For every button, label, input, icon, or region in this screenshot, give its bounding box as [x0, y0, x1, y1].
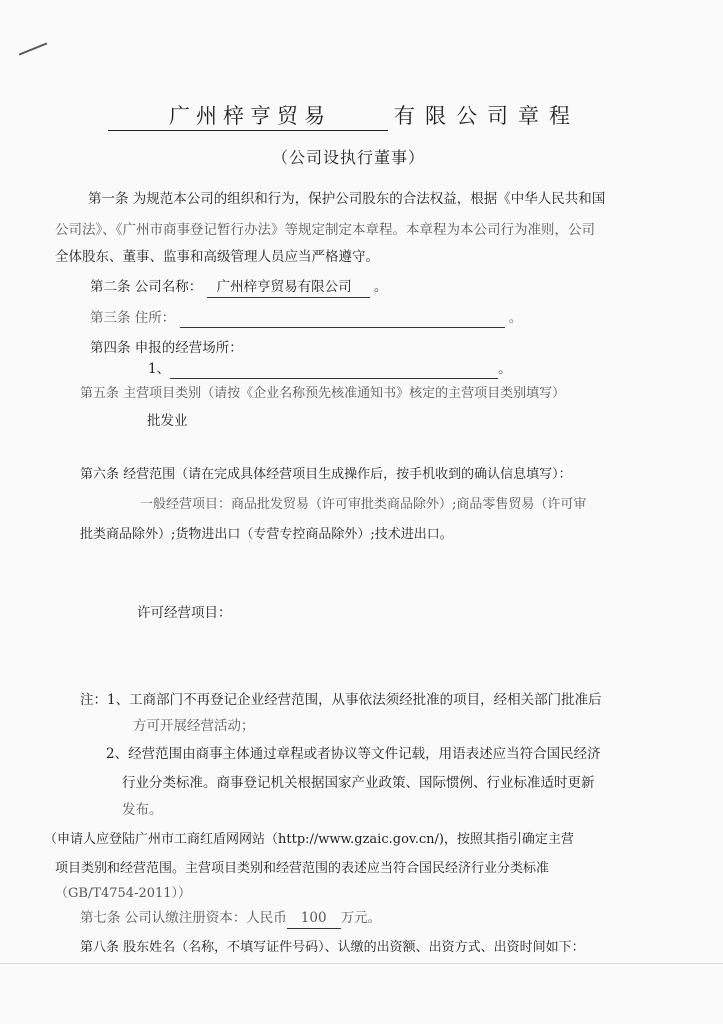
pen-scratch-mark [19, 42, 48, 55]
licensed-scope-label: 许可经营项目： [137, 605, 232, 621]
applicant-note-line3: （GB/T4754-2011）） [55, 886, 192, 901]
article7 [80, 908, 381, 929]
note2-line2: 行业分类标准。商事登记机关根据国家产业政策、国际惯例、行业标准适时更新 [122, 775, 595, 791]
document-title [108, 100, 580, 131]
applicant-note-line2: 项目类别和经营范围。主营项目类别和经营范围的表述应当符合国民经济行业分类标准 [55, 861, 550, 876]
article4-end: 。 [498, 361, 512, 377]
article4-label: 第四条 申报的经营场所： [90, 340, 243, 356]
note2-line1: 2、经营范围由商事主体通过章程或者协议等文件记载，用语表述应当符合国民经济 [106, 746, 601, 762]
applicant-note-line1: （申请人应登陆广州市工商红盾网网站（http://www.gzaic.gov.cn/)，按照其指引确定主营 [44, 832, 574, 847]
document-subtitle: （公司设执行董事） [272, 148, 426, 167]
article1-line3: 全体股东、董事、监事和高级管理人员应当严格遵守。 [55, 249, 379, 265]
article5-value: 批发业 [147, 413, 188, 429]
note1-line1: 注：1、工商部门不再登记企业经营范围，从事依法须经批准的项目，经相关部门批准后 [80, 692, 602, 708]
article4-item-number: 1、 [148, 361, 171, 377]
article3 [90, 308, 522, 328]
article2 [90, 277, 387, 298]
article1-line1: 第一条 为规范本公司的组织和行为，保护公司股东的合法权益，根据《中华人民共和国 [88, 191, 606, 207]
business-place-blank [170, 362, 498, 379]
note1-line2: 方可开展经营活动； [133, 718, 255, 734]
article7-unit: 万元。 [340, 910, 382, 926]
address-blank [180, 311, 505, 328]
article7-label: 第七条 公司认缴注册资本：人民币 [80, 910, 287, 926]
article6-label: 第六条 经营范围（请在完成具体经营项目生成操作后，按手机收到的确认信息填写）： [80, 467, 572, 482]
general-scope-line2: 批类商品除外）;货物进出口（专营专控商品除外）;技术进出口。 [80, 527, 453, 542]
company-name-field: 广州梓亨贸易有限公司 [207, 277, 370, 298]
article3-label: 第三条 住所： [90, 310, 176, 326]
article5-label: 第五条 主营项目类别（请按《企业名称预先核准通知书》核定的主营项目类别填写） [80, 386, 566, 401]
company-name-underlined: 广州梓亨贸易 [108, 100, 388, 131]
article3-end: 。 [508, 310, 523, 326]
article4-item [148, 359, 512, 379]
article1-line2: 公司法》、《广州市商事登记暂行办法》等规定制定本章程。本章程为本公司行为准则，公司 [55, 222, 595, 238]
article2-label: 第二条 公司名称： [90, 279, 203, 295]
article8: 第八条 股东姓名（名称，不填写证件号码）、认缴的出资额、出资方式、出资时间如下： [80, 940, 585, 955]
general-scope-line1: 一般经营项目：商品批发贸易（许可审批类商品除外）;商品零售贸易（许可审 [140, 497, 587, 512]
scan-edge-line [0, 963, 723, 964]
note2-line3: 发布。 [122, 802, 163, 818]
title-suffix: 有限公司章程 [394, 104, 580, 128]
article2-end: 。 [373, 279, 388, 295]
capital-amount-field: 100 [287, 908, 341, 929]
